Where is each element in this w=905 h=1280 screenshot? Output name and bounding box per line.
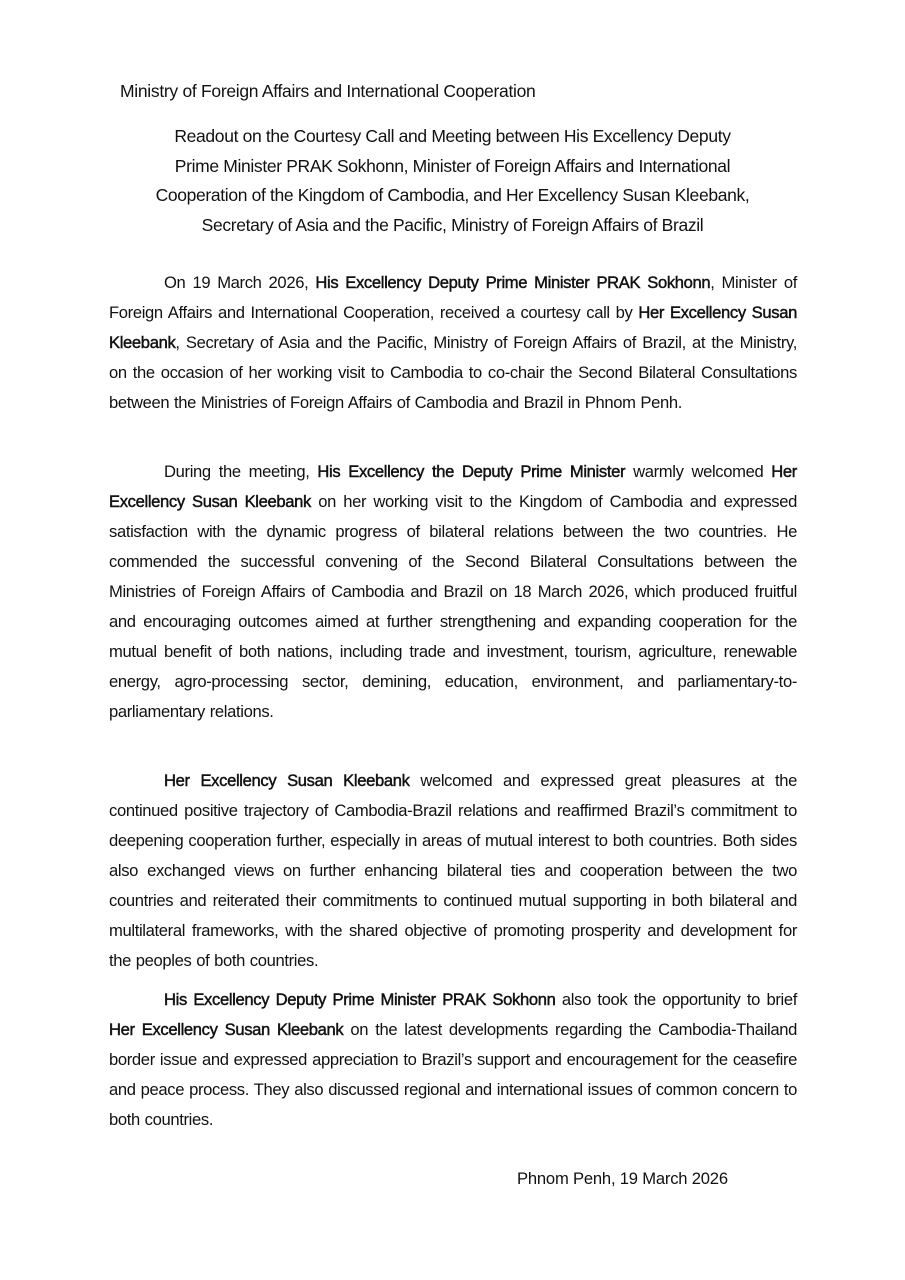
- text-segment: also took the opportunity to brief: [555, 990, 797, 1009]
- place-date-signoff: Phnom Penh, 19 March 2026: [517, 1169, 728, 1188]
- bold-name: His Excellency Deputy Prime Minister PRAK Sokhonn: [315, 273, 711, 292]
- document-title: [109, 122, 796, 240]
- bold-name: Her Excellency Susan Kleebank: [164, 771, 410, 790]
- text-segment: During the meeting,: [164, 462, 318, 481]
- bold-name: Her Excellency Susan Kleebank: [109, 1020, 344, 1039]
- title-line: Cooperation of the Kingdom of Cambodia, and Her Excellency Susan Kleebank,: [155, 185, 750, 205]
- bold-name: Her Excellency Susan Kleebank: [109, 462, 797, 511]
- ministry-header: Ministry of Foreign Affairs and International Cooperation: [120, 81, 536, 101]
- paragraph-brazil-response: [109, 766, 797, 976]
- bold-name: His Excellency the Deputy Prime Minister: [317, 462, 626, 481]
- text-segment: warmly welcomed: [625, 462, 772, 481]
- text-segment: , Secretary of Asia and the Pacific, Ministry of Foreign Affairs of Brazil, at the Ministry, on the occasion of her working visit to Cambodia to co-chair the Second Bilateral Consultations between the Ministries of Foreign Affairs of Cambodia and Brazil in Phnom Penh.: [109, 333, 797, 412]
- bold-name: Her Excellency Susan Kleebank: [109, 303, 797, 352]
- title-line: Prime Minister PRAK Sokhonn, Minister of Foreign Affairs and International: [174, 155, 731, 176]
- text-segment: , Minister of Foreign Affairs and International Cooperation, received a courtesy call by: [109, 273, 797, 322]
- text-segment: On 19 March 2026,: [164, 273, 316, 292]
- paragraph-meeting: [109, 457, 797, 727]
- text-segment: on her working visit to the Kingdom of Cambodia and expressed satisfaction with the dynamic progress of bilateral relations between the two countries. He commended the successful convening of the Second Bilateral Consultations between the Ministries of Foreign Affairs of Cambodia and Brazil on 18 March 2026, which produced fruitful and encouraging outcomes aimed at further strengthening and expanding cooperation for the mutual benefit of both nations, including trade and investment, tourism, agriculture, renewable energy, agro-processing sector, demining, education, environment, and parliamentary-to-parliamentary relations.: [109, 492, 797, 721]
- title-line: Secretary of Asia and the Pacific, Ministry of Foreign Affairs of Brazil: [201, 214, 704, 235]
- bold-name: His Excellency Deputy Prime Minister PRAK Sokhonn: [164, 990, 556, 1009]
- text-segment: on the latest developments regarding the Cambodia-Thailand border issue and expressed appreciation to Brazil’s support and encouragement for the ceasefire and peace process. They also discussed regional and international issues of common concern to both countries.: [109, 1020, 797, 1129]
- paragraph-border-briefing: [109, 985, 797, 1135]
- title-line: Readout on the Courtesy Call and Meeting between His Excellency Deputy: [174, 126, 731, 146]
- paragraph-courtesy-call: [109, 268, 797, 418]
- text-segment: welcomed and expressed great pleasures at the continued positive trajectory of Cambodia-Brazil relations and reaffirmed Brazil’s commitment to deepening cooperation further, especially in areas of mutual interest to both countries. Both sides also exchanged views on further enhancing bilateral ties and cooperation between the two countries and reiterated their commitments to continued mutual supporting in both bilateral and multilateral frameworks, with the shared objective of promoting prosperity and development for the peoples of both countries.: [109, 771, 797, 970]
